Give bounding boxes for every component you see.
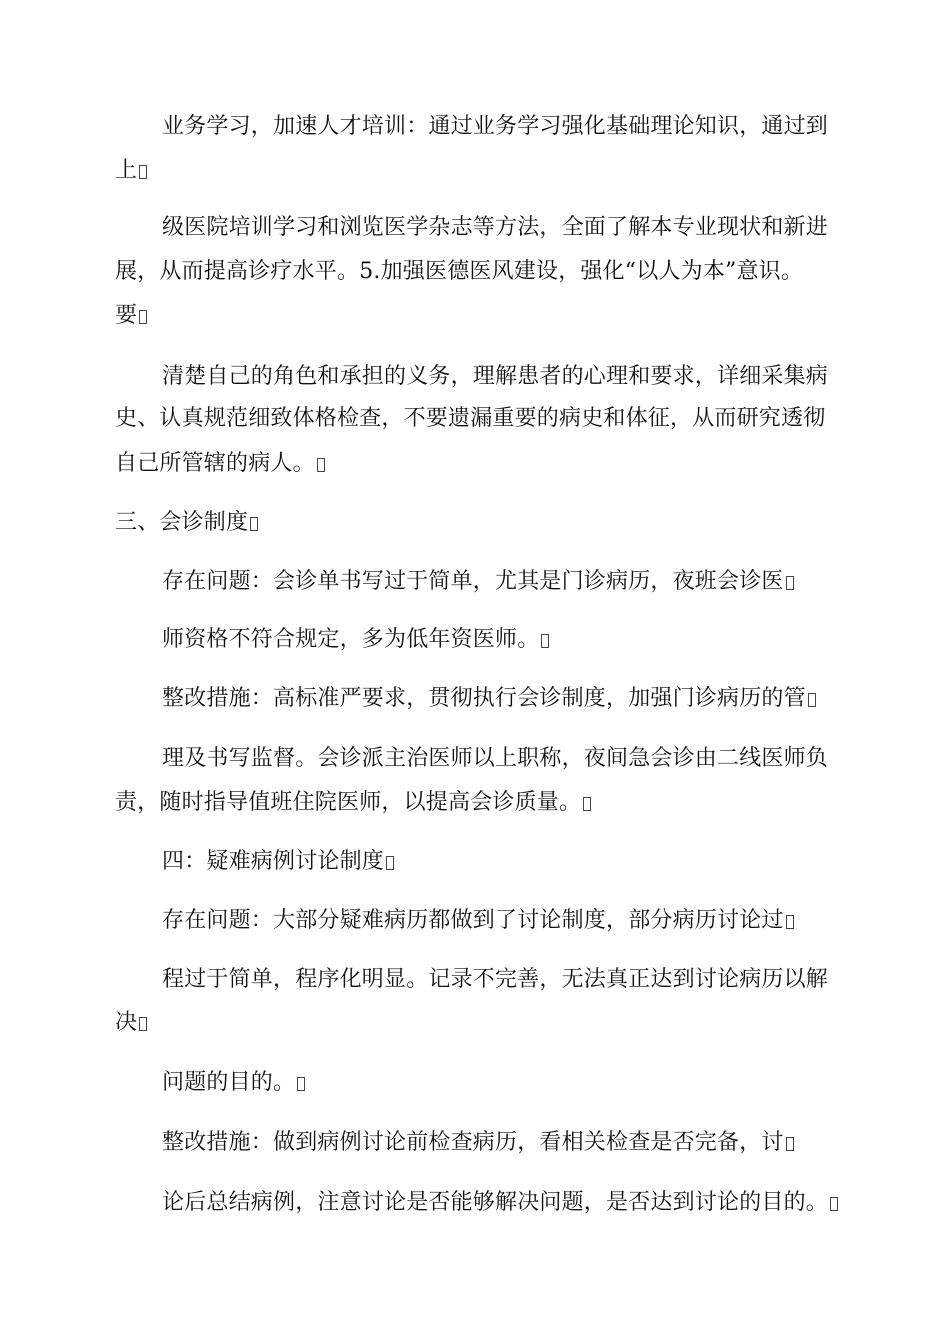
paragraph-line (115, 257, 835, 287)
line-text: 四：疑难病例讨论制度 (162, 849, 385, 874)
line-text: 程过于简单，程序化明显。记录不完善，无法真正达到讨论病历以解 (162, 967, 829, 992)
paragraph-line (115, 1008, 835, 1038)
missing-glyph-icon (786, 576, 794, 590)
missing-glyph-icon (786, 1137, 794, 1151)
line-text: 存在问题：大部分疑难病历都做到了讨论制度，部分病历讨论过 (162, 908, 784, 933)
line-text: 理及书写监督。会诊派主治医师以上职称，夜间急会诊由二线医师负 (162, 746, 829, 771)
paragraph-line (162, 213, 882, 243)
missing-glyph-icon (541, 634, 549, 648)
line-text: 整改措施：做到病例讨论前检查病历，看相关检查是否完备，讨 (162, 1130, 784, 1155)
line-text: 师资格不符合规定，多为低年资医师。 (162, 627, 540, 652)
paragraph-line (115, 788, 835, 818)
line-text: 清楚自己的角色和承担的义务，理解患者的心理和要求，详细采集病 (162, 364, 829, 389)
missing-glyph-icon (139, 165, 147, 179)
paragraph-line (162, 1128, 882, 1158)
paragraph-line (162, 906, 882, 936)
section-heading (115, 508, 835, 538)
missing-glyph-icon (139, 310, 147, 324)
paragraph-line (162, 965, 882, 995)
missing-glyph-icon (139, 1017, 147, 1031)
paragraph-line (162, 567, 882, 597)
line-text: 整改措施：高标准严要求，贯彻执行会诊制度，加强门诊病历的管 (162, 686, 806, 711)
line-text: 上 (115, 158, 138, 183)
paragraph-line (162, 362, 882, 392)
missing-glyph-icon (786, 915, 794, 929)
line-text: 展，从而提高诊疗水平。5.加强医德医风建设，强化“以人为本”意识。 (115, 259, 804, 284)
line-text: 级医院培训学习和浏览医学杂志等方法，全面了解本专业现状和新进 (162, 215, 829, 240)
line-text: 自己所管辖的病人。 (115, 451, 315, 476)
paragraph-line (115, 301, 835, 331)
missing-glyph-icon (297, 1077, 305, 1091)
missing-glyph-icon (386, 856, 394, 870)
line-text: 决 (115, 1010, 138, 1035)
missing-glyph-icon (317, 458, 325, 472)
line-text: 存在问题：会诊单书写过于简单，尤其是门诊病历，夜班会诊医 (162, 569, 784, 594)
missing-glyph-icon (250, 517, 258, 531)
line-text: 三、会诊制度 (115, 510, 249, 535)
line-text: 业务学习，加速人才培训：通过业务学习强化基础理论知识，通过到 (162, 114, 829, 139)
missing-glyph-icon (583, 797, 591, 811)
paragraph-line (115, 404, 835, 434)
missing-glyph-icon (808, 693, 816, 707)
section-heading (162, 847, 882, 877)
paragraph-line (162, 1188, 882, 1218)
line-text: 史、认真规范细致体格检查，不要遗漏重要的病史和体征，从而研究透彻 (115, 406, 826, 431)
paragraph-line (115, 156, 835, 186)
paragraph-line (162, 684, 882, 714)
line-text: 责，随时指导值班住院医师，以提高会诊质量。 (115, 790, 582, 815)
paragraph-line (115, 449, 835, 479)
line-text: 问题的目的。 (162, 1070, 296, 1095)
missing-glyph-icon (830, 1197, 838, 1211)
paragraph-line (162, 1068, 882, 1098)
line-text: 要 (115, 303, 138, 328)
paragraph-line (162, 744, 882, 774)
paragraph-line (162, 625, 882, 655)
paragraph-line (162, 112, 882, 142)
line-text: 论后总结病例，注意讨论是否能够解决问题，是否达到讨论的目的。 (162, 1190, 829, 1215)
